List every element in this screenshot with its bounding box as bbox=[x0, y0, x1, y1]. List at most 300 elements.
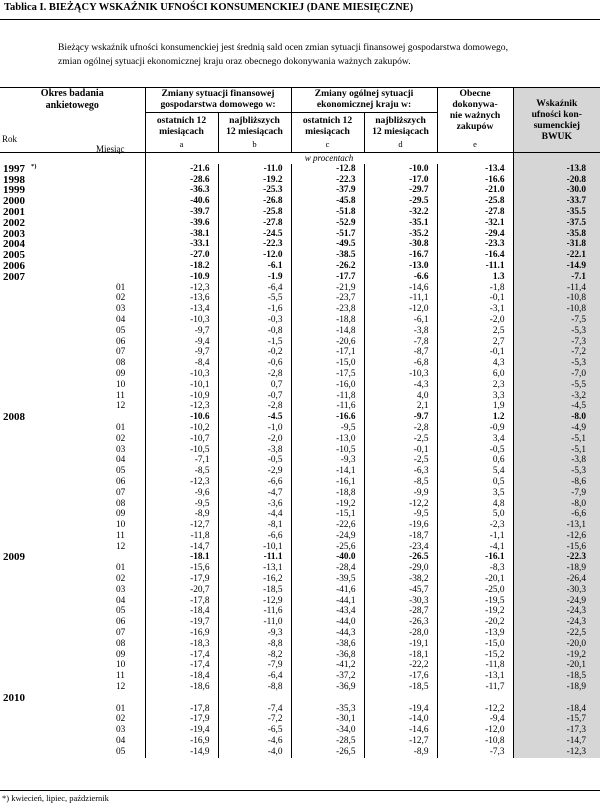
cell-a: -19,7 bbox=[145, 617, 218, 628]
cell-c: -28,4 bbox=[291, 563, 364, 574]
cell-a: -8,5 bbox=[145, 466, 218, 477]
row-label bbox=[0, 531, 145, 542]
cell-d: -3,8 bbox=[364, 326, 437, 337]
month-label: 01 bbox=[116, 703, 126, 714]
cell-a: -28.6 bbox=[145, 175, 218, 186]
table-row bbox=[0, 714, 600, 725]
cell-a bbox=[145, 693, 218, 704]
cell-bwuk: -13.8 bbox=[513, 164, 600, 175]
table-row bbox=[0, 606, 600, 617]
month-label: 01 bbox=[116, 282, 126, 293]
table-row bbox=[0, 563, 600, 574]
cell-a: -10,2 bbox=[145, 423, 218, 434]
zakupy-header bbox=[437, 88, 513, 139]
cell-b: -25.8 bbox=[218, 207, 291, 218]
cell-d: -28,7 bbox=[364, 606, 437, 617]
cell-bwuk: -18,5 bbox=[513, 671, 600, 682]
cell-a: -19,4 bbox=[145, 725, 218, 736]
cell-bwuk: -18,4 bbox=[513, 704, 600, 715]
cell-e bbox=[437, 693, 513, 704]
cell-c: -37,2 bbox=[291, 671, 364, 682]
sub-d-line-2: 12 miesiącach bbox=[372, 125, 429, 137]
footnote: *) kwiecień, lipiec, październik bbox=[2, 793, 109, 803]
cell-a: -9,7 bbox=[145, 326, 218, 337]
cell-b bbox=[218, 693, 291, 704]
table-row bbox=[0, 272, 600, 283]
cell-b: -11,6 bbox=[218, 606, 291, 617]
cell-e: 4,8 bbox=[437, 499, 513, 510]
month-label: 11 bbox=[116, 390, 125, 401]
cell-bwuk: -8,6 bbox=[513, 477, 600, 488]
row-label bbox=[0, 293, 145, 304]
cell-a: -15,6 bbox=[145, 563, 218, 574]
group1-line-2: gospodarstwa domowego w: bbox=[160, 99, 276, 110]
cell-c: -49.5 bbox=[291, 239, 364, 250]
cell-bwuk: -33.7 bbox=[513, 196, 600, 207]
cell-e: 2,7 bbox=[437, 337, 513, 348]
month-label: 07 bbox=[116, 628, 126, 639]
cell-bwuk: -24,3 bbox=[513, 606, 600, 617]
cell-b: -13,1 bbox=[218, 563, 291, 574]
table-row bbox=[0, 445, 600, 456]
year-label: 2004 bbox=[3, 238, 25, 251]
row-label bbox=[0, 499, 145, 510]
cell-d: -8,5 bbox=[364, 477, 437, 488]
row-label bbox=[0, 714, 145, 725]
cell-bwuk: -5,1 bbox=[513, 434, 600, 445]
cell-e: -32.1 bbox=[437, 218, 513, 229]
cell-c: -24,9 bbox=[291, 531, 364, 542]
cell-bwuk: -31.8 bbox=[513, 239, 600, 250]
cell-b: -22.3 bbox=[218, 239, 291, 250]
cell-d: -30.8 bbox=[364, 239, 437, 250]
cell-b: -10,1 bbox=[218, 542, 291, 553]
row-label bbox=[0, 660, 145, 671]
group2-line-2: ekonomicznej kraju w: bbox=[316, 99, 412, 110]
cell-bwuk: -22.3 bbox=[513, 552, 600, 563]
cell-bwuk: -14.9 bbox=[513, 261, 600, 272]
row-label bbox=[0, 455, 145, 466]
cell-b: -6,4 bbox=[218, 671, 291, 682]
cell-c bbox=[291, 693, 364, 704]
cell-b: -18,5 bbox=[218, 585, 291, 596]
cell-e: -8,3 bbox=[437, 563, 513, 574]
cell-a: -36.3 bbox=[145, 185, 218, 196]
row-label bbox=[0, 693, 145, 704]
cell-c: -38.5 bbox=[291, 250, 364, 261]
month-label: 05 bbox=[116, 466, 126, 477]
month-label: 11 bbox=[116, 530, 125, 541]
row-label bbox=[0, 412, 145, 423]
cell-d: -26,3 bbox=[364, 617, 437, 628]
sub-header-c bbox=[291, 112, 364, 139]
cell-c: -38,6 bbox=[291, 639, 364, 650]
cell-d: -12,7 bbox=[364, 736, 437, 747]
cell-e: 5,4 bbox=[437, 466, 513, 477]
cell-c: -23,7 bbox=[291, 293, 364, 304]
cell-d: -12,2 bbox=[364, 499, 437, 510]
cell-c: -16.6 bbox=[291, 412, 364, 423]
cell-bwuk: -15,6 bbox=[513, 542, 600, 553]
cell-e: 0,6 bbox=[437, 455, 513, 466]
table-row bbox=[0, 596, 600, 607]
cell-e: 0,5 bbox=[437, 477, 513, 488]
year-label: 2010 bbox=[3, 691, 25, 704]
letter-d: d bbox=[364, 139, 437, 153]
cell-bwuk: -12,3 bbox=[513, 747, 600, 758]
cell-a: -21.6 bbox=[145, 164, 218, 175]
month-label: 03 bbox=[116, 725, 126, 736]
cell-b: -0,5 bbox=[218, 455, 291, 466]
year-label: 2008 bbox=[3, 411, 25, 424]
row-label bbox=[0, 747, 145, 758]
table-row bbox=[0, 531, 600, 542]
cell-d: -29.5 bbox=[364, 196, 437, 207]
cell-d: -17,6 bbox=[364, 671, 437, 682]
cell-a: -16,9 bbox=[145, 628, 218, 639]
row-label bbox=[0, 736, 145, 747]
cell-e: -2,0 bbox=[437, 315, 513, 326]
cell-b: -3,6 bbox=[218, 499, 291, 510]
f-line-3: sumenckiej bbox=[533, 120, 580, 131]
cell-e: 3,5 bbox=[437, 488, 513, 499]
row-label bbox=[0, 272, 145, 283]
cell-d: 4,0 bbox=[364, 391, 437, 402]
cell-e: -0,1 bbox=[437, 293, 513, 304]
month-label: 04 bbox=[116, 595, 126, 606]
f-line-2: ufności kon- bbox=[531, 109, 582, 120]
cell-a: -14,9 bbox=[145, 747, 218, 758]
cell-d: -28,0 bbox=[364, 628, 437, 639]
table-row bbox=[0, 347, 600, 358]
sub-b-line-1: najbliższych bbox=[229, 114, 280, 126]
cell-d: -9,9 bbox=[364, 488, 437, 499]
cell-bwuk: -4,9 bbox=[513, 423, 600, 434]
sub-b-line-2: 12 miesiącach bbox=[226, 125, 283, 137]
cell-e: -16.4 bbox=[437, 250, 513, 261]
cell-b: -26.8 bbox=[218, 196, 291, 207]
cell-d: -6,1 bbox=[364, 315, 437, 326]
table-row bbox=[0, 650, 600, 661]
cell-a: -17,9 bbox=[145, 714, 218, 725]
cell-bwuk: -5,3 bbox=[513, 358, 600, 369]
cell-a: -10,3 bbox=[145, 315, 218, 326]
table-row bbox=[0, 499, 600, 510]
cell-b: -7,9 bbox=[218, 660, 291, 671]
cell-e: 2,5 bbox=[437, 326, 513, 337]
cell-d: -10,3 bbox=[364, 369, 437, 380]
table-row bbox=[0, 380, 600, 391]
month-label: 09 bbox=[116, 649, 126, 660]
table-row bbox=[0, 326, 600, 337]
cell-b: -8,8 bbox=[218, 639, 291, 650]
cell-d: -6,8 bbox=[364, 358, 437, 369]
cell-c: -16,0 bbox=[291, 380, 364, 391]
row-label bbox=[0, 563, 145, 574]
table-row bbox=[0, 207, 600, 218]
cell-d: -0,1 bbox=[364, 445, 437, 456]
cell-c: -23,8 bbox=[291, 304, 364, 315]
table-row bbox=[0, 704, 600, 715]
row-label bbox=[0, 369, 145, 380]
cell-b: -5,5 bbox=[218, 293, 291, 304]
month-label: 03 bbox=[116, 444, 126, 455]
cell-d: -22,2 bbox=[364, 660, 437, 671]
row-label bbox=[0, 617, 145, 628]
cell-b: -4,0 bbox=[218, 747, 291, 758]
table-row bbox=[0, 218, 600, 229]
cell-b: -1.9 bbox=[218, 272, 291, 283]
cell-e: -16.6 bbox=[437, 175, 513, 186]
cell-d: -18,7 bbox=[364, 531, 437, 542]
sub-header-b bbox=[218, 112, 291, 139]
cell-d: -14,0 bbox=[364, 714, 437, 725]
cell-c: -20,6 bbox=[291, 337, 364, 348]
cell-c: -35,3 bbox=[291, 704, 364, 715]
cell-b: -0,3 bbox=[218, 315, 291, 326]
cell-d: -16.7 bbox=[364, 250, 437, 261]
row-label bbox=[0, 606, 145, 617]
cell-b: -4.5 bbox=[218, 412, 291, 423]
month-label: 02 bbox=[116, 293, 126, 304]
cell-e: -21.0 bbox=[437, 185, 513, 196]
cell-bwuk: -7,9 bbox=[513, 488, 600, 499]
cell-d: -18,5 bbox=[364, 682, 437, 693]
row-label bbox=[0, 704, 145, 715]
cell-c: -37.9 bbox=[291, 185, 364, 196]
cell-b: -16,2 bbox=[218, 574, 291, 585]
cell-a: -13,4 bbox=[145, 304, 218, 315]
cell-b: -12,9 bbox=[218, 596, 291, 607]
cell-b: -6,5 bbox=[218, 725, 291, 736]
cell-b: -11,0 bbox=[218, 617, 291, 628]
cell-a: -10,7 bbox=[145, 434, 218, 445]
cell-c: -18,8 bbox=[291, 315, 364, 326]
row-label bbox=[0, 585, 145, 596]
cell-a: -8,4 bbox=[145, 358, 218, 369]
row-label bbox=[0, 628, 145, 639]
cell-c: -17,1 bbox=[291, 347, 364, 358]
cell-bwuk: -5,3 bbox=[513, 326, 600, 337]
cell-c: -45.8 bbox=[291, 196, 364, 207]
sub-header-d bbox=[364, 112, 437, 139]
cell-c: -51.8 bbox=[291, 207, 364, 218]
month-label: 02 bbox=[116, 714, 126, 725]
unit-label: w procentach bbox=[145, 153, 513, 164]
cell-c: -36,8 bbox=[291, 650, 364, 661]
cell-d: -2,5 bbox=[364, 455, 437, 466]
table-row bbox=[0, 175, 600, 186]
cell-c: -39,5 bbox=[291, 574, 364, 585]
month-label: 07 bbox=[116, 347, 126, 358]
cell-a: -9,4 bbox=[145, 337, 218, 348]
table-row bbox=[0, 542, 600, 553]
cell-e: -15,2 bbox=[437, 650, 513, 661]
cell-a: -17,9 bbox=[145, 574, 218, 585]
table-row bbox=[0, 585, 600, 596]
miesiac-label: Miesiąc bbox=[96, 144, 125, 154]
year-label: 2009 bbox=[3, 551, 25, 564]
table-row bbox=[0, 628, 600, 639]
table-row bbox=[0, 747, 600, 758]
cell-e: -11.1 bbox=[437, 261, 513, 272]
cell-e: 1.3 bbox=[437, 272, 513, 283]
cell-a: -17,8 bbox=[145, 704, 218, 715]
cell-bwuk: -7.1 bbox=[513, 272, 600, 283]
cell-a: -38.1 bbox=[145, 229, 218, 240]
table-row bbox=[0, 423, 600, 434]
cell-bwuk: -18,9 bbox=[513, 563, 600, 574]
footnote-marker: *) bbox=[31, 162, 37, 170]
data-table bbox=[0, 87, 600, 758]
cell-d: -35.1 bbox=[364, 218, 437, 229]
cell-e: -19,5 bbox=[437, 596, 513, 607]
cell-bwuk: -7,5 bbox=[513, 315, 600, 326]
cell-bwuk: -7,3 bbox=[513, 337, 600, 348]
cell-a: -10,9 bbox=[145, 391, 218, 402]
month-label: 02 bbox=[116, 433, 126, 444]
cell-bwuk: -10,8 bbox=[513, 304, 600, 315]
cell-a: -10,5 bbox=[145, 445, 218, 456]
okres-header bbox=[0, 88, 145, 153]
table-row bbox=[0, 488, 600, 499]
cell-c: -14,8 bbox=[291, 326, 364, 337]
month-label: 08 bbox=[116, 358, 126, 369]
f-line-4: BWUK bbox=[541, 131, 572, 142]
cell-e: -1,8 bbox=[437, 283, 513, 294]
row-label bbox=[0, 671, 145, 682]
cell-bwuk: -5,5 bbox=[513, 380, 600, 391]
cell-a: -18,4 bbox=[145, 606, 218, 617]
table-row bbox=[0, 639, 600, 650]
cell-d: -14,6 bbox=[364, 283, 437, 294]
month-label: 07 bbox=[116, 487, 126, 498]
intro-line-2: zmian ogólnej sytuacji ekonomicznej kraju oraz obecnego dokonywania ważnych zakupów. bbox=[58, 56, 411, 67]
cell-a: -18,3 bbox=[145, 639, 218, 650]
cell-bwuk: -8,0 bbox=[513, 499, 600, 510]
table-row bbox=[0, 391, 600, 402]
cell-e: -23.3 bbox=[437, 239, 513, 250]
cell-b: -4,4 bbox=[218, 509, 291, 520]
row-label bbox=[0, 347, 145, 358]
cell-b: -8,1 bbox=[218, 520, 291, 531]
okres-line-2: ankietowego bbox=[45, 100, 99, 111]
e-line-2: dokonywa- bbox=[452, 99, 498, 110]
cell-a: -17,8 bbox=[145, 596, 218, 607]
cell-d: -35.2 bbox=[364, 229, 437, 240]
cell-d: -8,9 bbox=[364, 747, 437, 758]
cell-b: -2,0 bbox=[218, 434, 291, 445]
cell-e: -27.8 bbox=[437, 207, 513, 218]
cell-d: -6.6 bbox=[364, 272, 437, 283]
cell-d: 2,1 bbox=[364, 401, 437, 412]
letter-b: b bbox=[218, 139, 291, 153]
month-label: 05 bbox=[116, 606, 126, 617]
sub-c-line-2: miesiącach bbox=[305, 125, 350, 137]
year-label: 2003 bbox=[3, 227, 25, 240]
table-row bbox=[0, 261, 600, 272]
sub-a-line-2: miesiącach bbox=[159, 125, 204, 137]
cell-bwuk: -24,3 bbox=[513, 617, 600, 628]
cell-d: -18,1 bbox=[364, 650, 437, 661]
cell-a: -7,1 bbox=[145, 455, 218, 466]
cell-c: -21,9 bbox=[291, 283, 364, 294]
cell-c: -22.3 bbox=[291, 175, 364, 186]
cell-b: -0,6 bbox=[218, 358, 291, 369]
table-row bbox=[0, 337, 600, 348]
cell-c: -44,0 bbox=[291, 617, 364, 628]
cell-c: -9,5 bbox=[291, 423, 364, 434]
table-row bbox=[0, 250, 600, 261]
cell-b: -0,7 bbox=[218, 391, 291, 402]
cell-c: -26,5 bbox=[291, 747, 364, 758]
cell-bwuk: -12,6 bbox=[513, 531, 600, 542]
month-label: 10 bbox=[116, 379, 126, 390]
cell-e: -25,0 bbox=[437, 585, 513, 596]
row-label bbox=[0, 434, 145, 445]
cell-bwuk: -14,7 bbox=[513, 736, 600, 747]
row-label bbox=[0, 639, 145, 650]
table-row bbox=[0, 196, 600, 207]
cell-b: -12.0 bbox=[218, 250, 291, 261]
cell-c: -12.8 bbox=[291, 164, 364, 175]
cell-bwuk: -3,2 bbox=[513, 391, 600, 402]
row-label bbox=[0, 304, 145, 315]
cell-b: -19.2 bbox=[218, 175, 291, 186]
month-label: 12 bbox=[116, 401, 126, 412]
cell-e: -2,3 bbox=[437, 520, 513, 531]
cell-b: -7,4 bbox=[218, 704, 291, 715]
year-label: 2005 bbox=[3, 249, 25, 262]
cell-bwuk: -19,2 bbox=[513, 650, 600, 661]
table-row bbox=[0, 293, 600, 304]
table-row bbox=[0, 520, 600, 531]
cell-d: -14,6 bbox=[364, 725, 437, 736]
cell-d: -38,2 bbox=[364, 574, 437, 585]
cell-c: -22,6 bbox=[291, 520, 364, 531]
month-label: 09 bbox=[116, 509, 126, 520]
okres-line-1: Okres badania bbox=[40, 88, 104, 99]
cell-b: -6.1 bbox=[218, 261, 291, 272]
month-label: 04 bbox=[116, 455, 126, 466]
group-finansowa-header bbox=[145, 88, 291, 113]
month-label: 05 bbox=[116, 746, 126, 757]
cell-a: -10,3 bbox=[145, 369, 218, 380]
sub-header-a bbox=[145, 112, 218, 139]
cell-c: -28,5 bbox=[291, 736, 364, 747]
cell-b: -7,2 bbox=[218, 714, 291, 725]
cell-d: -6,3 bbox=[364, 466, 437, 477]
cell-b: -11.0 bbox=[218, 164, 291, 175]
month-label: 12 bbox=[116, 682, 126, 693]
cell-e: -7,3 bbox=[437, 747, 513, 758]
cell-c: -17,5 bbox=[291, 369, 364, 380]
cell-c: -18,8 bbox=[291, 488, 364, 499]
cell-a: -39.7 bbox=[145, 207, 218, 218]
intro-text bbox=[58, 41, 594, 69]
cell-e: -3,1 bbox=[437, 304, 513, 315]
cell-c: -17.7 bbox=[291, 272, 364, 283]
sub-d-line-1: najbliższych bbox=[375, 114, 426, 126]
cell-bwuk: -11,4 bbox=[513, 283, 600, 294]
cell-b: -2,8 bbox=[218, 369, 291, 380]
cell-b: -25.3 bbox=[218, 185, 291, 196]
cell-d: -19,1 bbox=[364, 639, 437, 650]
month-label: 06 bbox=[116, 476, 126, 487]
cell-e: -0,9 bbox=[437, 423, 513, 434]
cell-b: -2,8 bbox=[218, 401, 291, 412]
cell-b: -0,2 bbox=[218, 347, 291, 358]
